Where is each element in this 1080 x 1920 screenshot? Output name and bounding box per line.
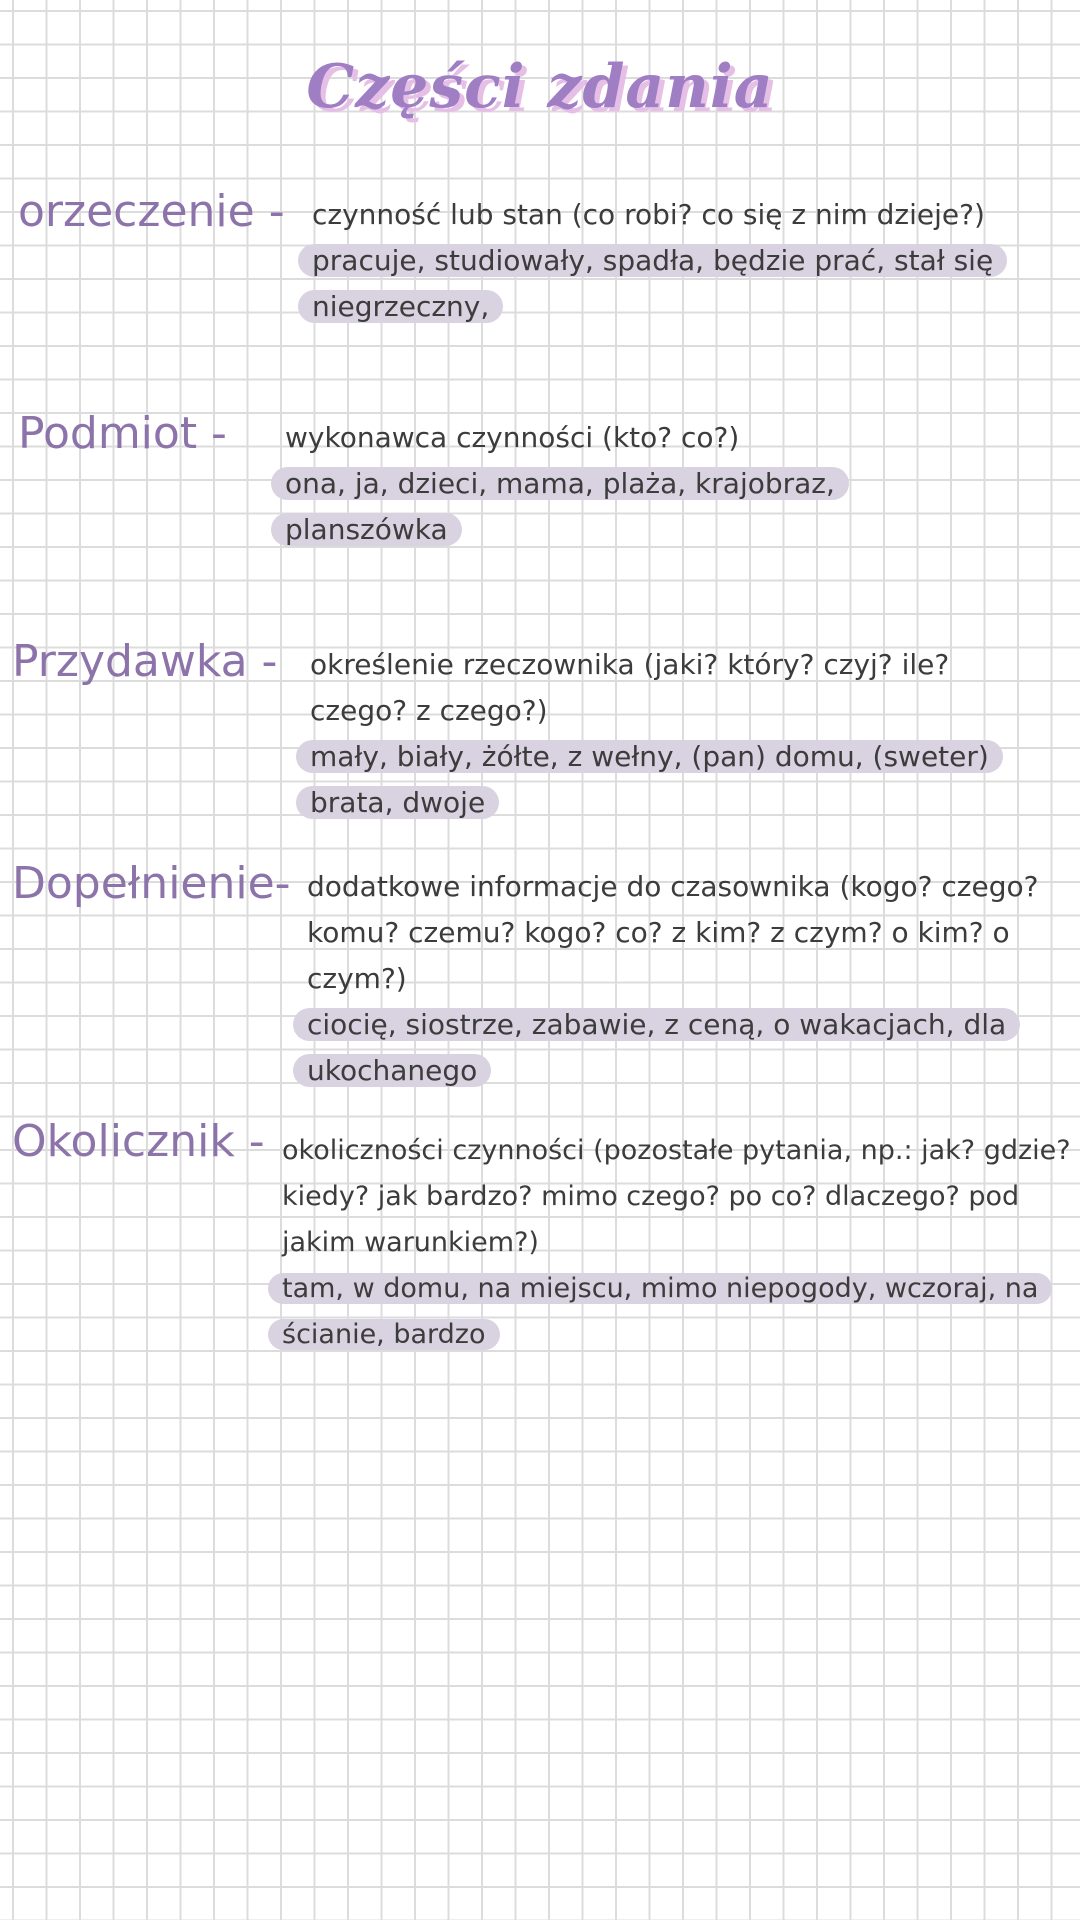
term-przydawka: Przydawka -	[12, 636, 278, 687]
section-podmiot	[285, 415, 849, 553]
section-orzeczenie	[312, 192, 1007, 330]
term-okolicznik: Okolicznik -	[12, 1116, 265, 1167]
definition-line: wykonawca czynności (kto? co?)	[285, 421, 740, 454]
example-line: mały, biały, żółte, z wełny, (pan) domu, (sweter)	[296, 740, 1003, 773]
definition-line: dodatkowe informacje do czasownika (kogo? czego?	[307, 870, 1039, 903]
example-line: niegrzeczny,	[298, 290, 503, 323]
section-okolicznik	[282, 1128, 1071, 1358]
definition-line: określenie rzeczownika (jaki? który? czyj? ile?	[310, 648, 950, 681]
term-dopelnienie: Dopełnienie-	[12, 858, 291, 909]
definition-line: jakim warunkiem?)	[282, 1227, 539, 1258]
example-line: ścianie, bardzo	[268, 1319, 500, 1350]
example-line: ukochanego	[293, 1054, 491, 1087]
example-line: tam, w domu, na miejscu, mimo niepogody, wczoraj, na	[268, 1273, 1052, 1304]
page-title: Części zdania	[306, 52, 774, 122]
example-line: planszówka	[271, 513, 462, 546]
section-dopelnienie	[307, 864, 1038, 1094]
example-line: pracuje, studiowały, spadła, będzie prać, stał się	[298, 244, 1007, 277]
definition-line: komu? czemu? kogo? co? z kim? z czym? o kim? o	[307, 916, 1010, 949]
definition-line: czego? z czego?)	[310, 694, 548, 727]
example-line: ona, ja, dzieci, mama, plaża, krajobraz,	[271, 467, 849, 500]
term-orzeczenie: orzeczenie -	[18, 186, 285, 237]
section-przydawka	[310, 642, 1003, 826]
definition-line: okoliczności czynności (pozostałe pytania, np.: jak? gdzie?	[282, 1135, 1071, 1166]
definition-line: czym?)	[307, 962, 407, 995]
term-podmiot: Podmiot -	[18, 408, 227, 459]
example-line: ciocię, siostrze, zabawie, z ceną, o wakacjach, dla	[293, 1008, 1020, 1041]
definition-line: kiedy? jak bardzo? mimo czego? po co? dlaczego? pod	[282, 1181, 1020, 1212]
example-line: brata, dwoje	[296, 786, 499, 819]
definition-line: czynność lub stan (co robi? co się z nim dzieje?)	[312, 198, 985, 231]
